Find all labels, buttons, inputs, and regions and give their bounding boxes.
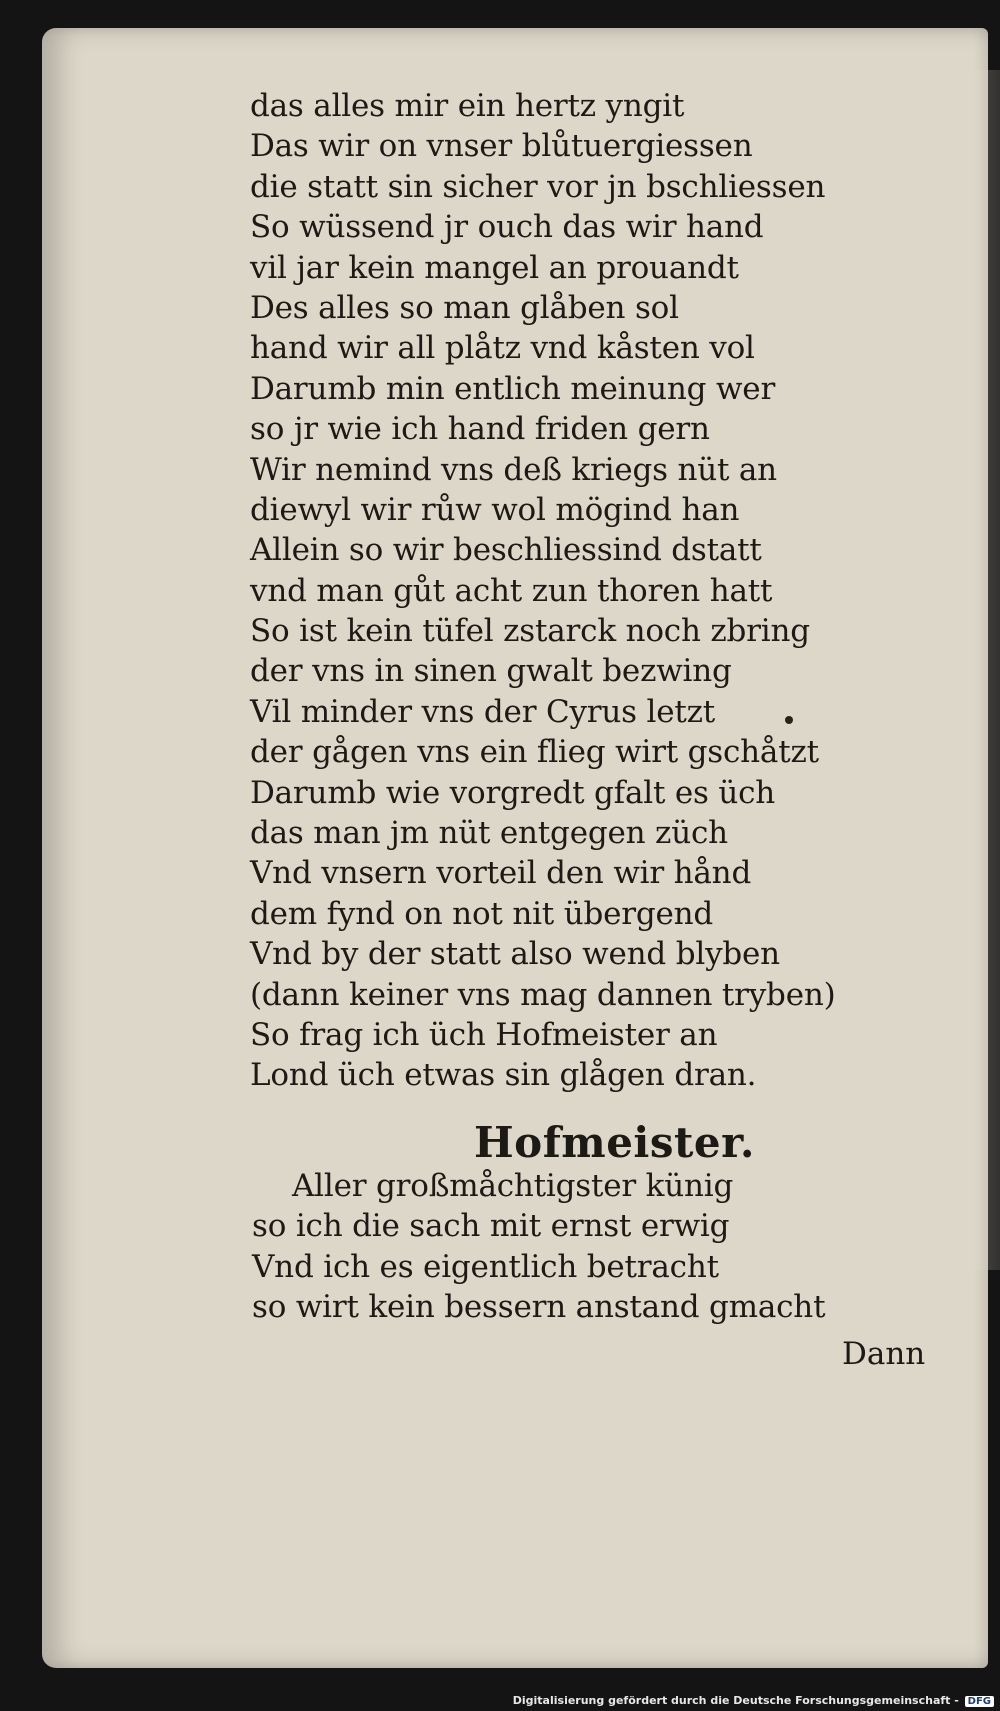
verse-line: Lond üch etwas sin glågen dran.	[250, 1057, 757, 1094]
verse-line: Darumb wie vorgredt gfalt es üch	[250, 774, 776, 811]
verse-line: Das wir on vnser blůtuergiessen	[250, 128, 753, 165]
verse-line: vnd man gůt acht zun thoren hatt	[250, 572, 773, 609]
verse-line: das alles mir ein hertz yngit	[250, 88, 685, 124]
verse-line: Vnd vnsern vorteil den wir hånd	[250, 855, 752, 892]
verse-line: Des alles so man glåben sol	[250, 289, 679, 326]
footer-text: Digitalisierung gefördert durch die Deutsche Forschungsgemeinschaft -	[512, 1694, 959, 1707]
verse-line: die statt sin sicher vor jn bschliessen	[250, 168, 826, 205]
verse-line: Vnd ich es eigentlich betracht	[252, 1248, 719, 1285]
verse-line: so wirt kein bessern anstand gmacht	[252, 1289, 826, 1326]
verse-line: der vns in sinen gwalt bezwing	[250, 653, 732, 690]
catchword: Dann	[842, 1336, 926, 1372]
verse-line: Allein so wir beschliessind dstatt	[250, 532, 762, 569]
verse-line: vil jar kein mangel an prouandt	[250, 249, 739, 286]
verse-line: diewyl wir růw wol mögind han	[250, 491, 740, 528]
verse-line: hand wir all plåtz vnd kåsten vol	[250, 330, 755, 367]
verse-line: So wüssend jr ouch das wir hand	[250, 209, 764, 246]
speaker-verse-block	[252, 1166, 872, 1328]
verse-line: so ich die sach mit ernst erwig	[252, 1208, 730, 1245]
facing-page-edge	[930, 70, 1000, 1270]
verse-line: So frag ich üch Hofmeister an	[250, 1016, 718, 1053]
verse-line: Vnd by der statt also wend blyben	[250, 936, 780, 973]
verse-line: dem fynd on not nit übergend	[250, 895, 714, 932]
verse-line: das man jm nüt entgegen züch	[250, 815, 728, 852]
verse-line: So ist kein tüfel zstarck noch zbring	[250, 613, 810, 650]
speaker-heading: Hofmeister.	[474, 1118, 756, 1167]
dfg-logo: DFG	[965, 1696, 994, 1707]
footer-credit	[513, 1694, 994, 1707]
verse-line: Wir nemind vns deß kriegs nüt an	[250, 451, 777, 488]
verse-block	[250, 86, 900, 1096]
verse-line: der gågen vns ein flieg wirt gschåtzt	[250, 734, 819, 771]
verse-line: Vil minder vns der Cyrus letzt	[250, 693, 716, 730]
verse-line: Aller großmåchtigster künig	[292, 1168, 734, 1204]
verse-line: so jr wie ich hand friden gern	[250, 411, 710, 448]
verse-line: Darumb min entlich meinung wer	[250, 370, 776, 407]
ink-dot	[785, 716, 793, 724]
verse-line: (dann keiner vns mag dannen tryben)	[250, 976, 836, 1013]
